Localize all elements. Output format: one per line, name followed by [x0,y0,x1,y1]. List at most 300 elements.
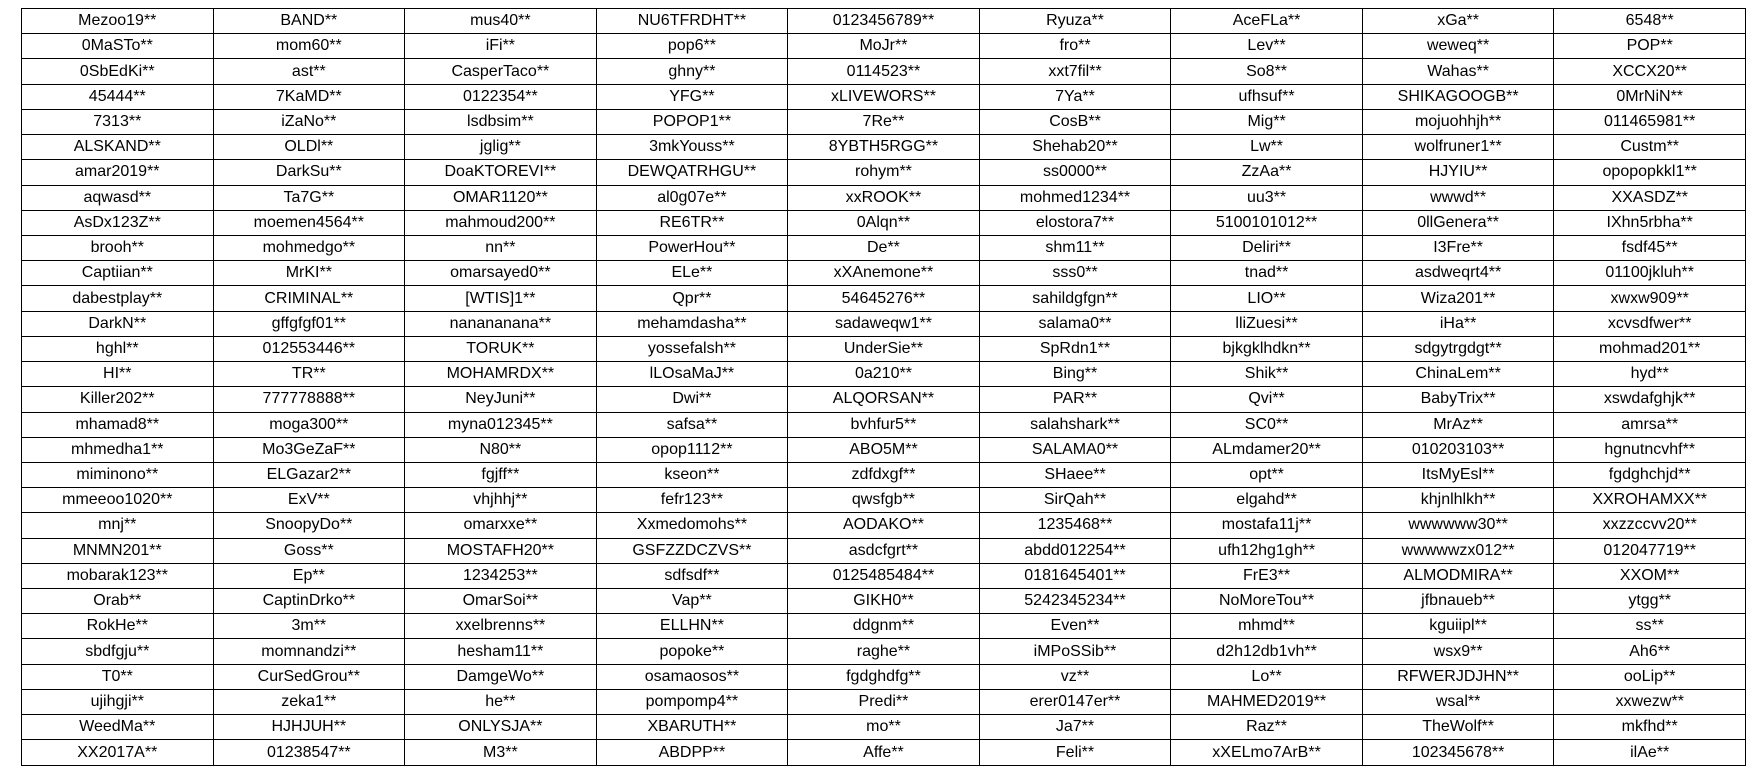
table-cell[interactable]: elostora7** [979,210,1171,235]
table-cell[interactable]: pop6** [596,34,788,59]
table-cell[interactable]: 012553446** [213,336,405,361]
table-cell[interactable]: GIKH0** [788,589,980,614]
table-cell[interactable]: ChinaLem** [1362,362,1554,387]
table-cell[interactable]: opt** [1171,462,1363,487]
table-cell[interactable]: tnad** [1171,261,1363,286]
table-cell[interactable]: MNMN201** [22,538,214,563]
table-cell[interactable]: Vap** [596,589,788,614]
table-cell[interactable]: vhjhhj** [405,488,597,513]
table-cell[interactable]: CasperTaco** [405,59,597,84]
table-cell[interactable]: Custm** [1554,135,1746,160]
table-cell[interactable]: 6548** [1554,9,1746,34]
table-cell[interactable]: ddgnm** [788,614,980,639]
table-cell[interactable]: myna012345** [405,412,597,437]
table-cell[interactable]: sdgytrgdgt** [1362,336,1554,361]
table-cell[interactable]: 012047719** [1554,538,1746,563]
table-cell[interactable]: MrKI** [213,261,405,286]
table-cell[interactable]: wsal** [1362,689,1554,714]
table-cell[interactable]: fsdf45** [1554,235,1746,260]
table-cell[interactable]: wsx9** [1362,639,1554,664]
table-row [22,538,1746,563]
table-cell[interactable]: ss** [1554,614,1746,639]
table-cell[interactable]: SpRdn1** [979,336,1171,361]
table-cell[interactable]: XXASDZ** [1554,185,1746,210]
table-cell[interactable]: DoaKTOREVI** [405,160,597,185]
table-cell[interactable]: ABDPP** [596,740,788,766]
table-cell[interactable]: nanananana** [405,311,597,336]
table-cell[interactable]: gffgfgf01** [213,311,405,336]
table-cell[interactable]: 0llGenera** [1362,210,1554,235]
table-cell[interactable]: 0181645401** [979,563,1171,588]
table-cell[interactable]: ExV** [213,488,405,513]
table-cell[interactable]: [WTIS]1** [405,286,597,311]
table-cell[interactable]: sdfsdf** [596,563,788,588]
table-cell[interactable]: hesham11** [405,639,597,664]
table-cell[interactable]: 0122354** [405,84,597,109]
table-cell[interactable]: 011465981** [1554,109,1746,134]
table-cell[interactable]: hyd** [1554,362,1746,387]
table-row [22,109,1746,134]
table-cell[interactable]: So8** [1171,59,1363,84]
table-cell[interactable]: Lo** [1171,664,1363,689]
table-cell[interactable]: d2h12db1vh** [1171,639,1363,664]
table-cell[interactable]: MOSTAFH20** [405,538,597,563]
table-cell[interactable]: popoke** [596,639,788,664]
table-cell[interactable]: he** [405,689,597,714]
table-cell[interactable]: 7Re** [788,109,980,134]
table-cell[interactable]: Shehab20** [979,135,1171,160]
table-row [22,210,1746,235]
table-cell[interactable]: LIO** [1171,286,1363,311]
table-cell[interactable]: xxelbrenns** [405,614,597,639]
table-cell[interactable]: uu3** [1171,185,1363,210]
table-row [22,336,1746,361]
table-row [22,311,1746,336]
table-cell[interactable]: xcvsdfwer** [1554,311,1746,336]
table-cell[interactable]: mobarak123** [22,563,214,588]
table-cell[interactable]: Lev** [1171,34,1363,59]
table-row [22,9,1746,34]
table-cell[interactable]: SC0** [1171,412,1363,437]
table-cell[interactable]: DamgeWo** [405,664,597,689]
table-cell[interactable]: rohym** [788,160,980,185]
table-cell[interactable]: SHIKAGOOGB** [1362,84,1554,109]
table-cell[interactable]: fgdghchjd** [1554,462,1746,487]
table-cell[interactable]: 7Ya** [979,84,1171,109]
table-cell[interactable]: wolfruner1** [1362,135,1554,160]
table-cell[interactable]: XXOM** [1554,563,1746,588]
table-cell[interactable]: xXELmo7ArB** [1171,740,1363,766]
table-cell[interactable]: ufhsuf** [1171,84,1363,109]
table-cell[interactable]: DarkSu** [213,160,405,185]
table-cell[interactable]: mhmedha1** [22,437,214,462]
table-cell[interactable]: 777778888** [213,387,405,412]
table-cell[interactable]: ytgg** [1554,589,1746,614]
table-row [22,462,1746,487]
table-cell[interactable]: ALMODMIRA** [1362,563,1554,588]
table-cell[interactable]: 1235468** [979,513,1171,538]
table-cell[interactable]: ABO5M** [788,437,980,462]
table-row [22,185,1746,210]
table-cell[interactable]: ELGazar2** [213,462,405,487]
table-cell[interactable]: mojuohhjh** [1362,109,1554,134]
table-cell[interactable]: SirQah** [979,488,1171,513]
table-cell[interactable]: Ep** [213,563,405,588]
table-cell[interactable]: zeka1** [213,689,405,714]
table-cell[interactable]: omarxxe** [405,513,597,538]
table-cell[interactable]: opop1112** [596,437,788,462]
table-cell[interactable]: yossefalsh** [596,336,788,361]
table-cell[interactable]: Deliri** [1171,235,1363,260]
table-cell[interactable]: khjnlhlkh** [1362,488,1554,513]
table-cell[interactable]: POPOP1** [596,109,788,134]
table-cell[interactable]: ALmdamer20** [1171,437,1363,462]
table-cell[interactable]: 0a210** [788,362,980,387]
table-cell[interactable]: TORUK** [405,336,597,361]
table-cell[interactable]: mostafa11j** [1171,513,1363,538]
table-cell[interactable]: OLDl** [213,135,405,160]
table-cell[interactable]: iHa** [1362,311,1554,336]
table-cell[interactable]: aqwasd** [22,185,214,210]
table-cell[interactable]: Goss** [213,538,405,563]
table-cell[interactable]: pompomp4** [596,689,788,714]
table-cell[interactable]: MoJr** [788,34,980,59]
table-cell[interactable]: CosB** [979,109,1171,134]
table-row [22,715,1746,740]
table-cell[interactable]: 0125485484** [788,563,980,588]
table-cell[interactable]: ghny** [596,59,788,84]
table-cell[interactable]: 45444** [22,84,214,109]
table-cell[interactable]: TheWolf** [1362,715,1554,740]
table-cell[interactable]: DEWQATRHGU** [596,160,788,185]
table-row [22,488,1746,513]
table-cell[interactable]: Ja7** [979,715,1171,740]
table-cell[interactable]: bvhfur5** [788,412,980,437]
table-row [22,59,1746,84]
table-cell[interactable]: hghl** [22,336,214,361]
table-cell[interactable]: abdd012254** [979,538,1171,563]
table-cell[interactable]: shm11** [979,235,1171,260]
table-cell[interactable]: AsDx123Z** [22,210,214,235]
table-cell[interactable]: lLOsaMaJ** [596,362,788,387]
table-cell[interactable]: osamaosos** [596,664,788,689]
table-cell[interactable]: PowerHou** [596,235,788,260]
table-cell[interactable]: lliZuesi** [1171,311,1363,336]
table-cell[interactable]: omarsayed0** [405,261,597,286]
table-cell[interactable]: xGa** [1362,9,1554,34]
table-cell[interactable]: xXAnemone** [788,261,980,286]
table-cell[interactable]: ONLYSJA** [405,715,597,740]
table-cell[interactable]: UnderSie** [788,336,980,361]
table-cell[interactable]: iMPoSSib** [979,639,1171,664]
table-cell[interactable]: 0Alqn** [788,210,980,235]
table-cell[interactable]: 7KaMD** [213,84,405,109]
table-cell[interactable]: AceFLa** [1171,9,1363,34]
table-cell[interactable]: OmarSoi** [405,589,597,614]
table-cell[interactable]: qwsfgb** [788,488,980,513]
table-cell[interactable]: T0** [22,664,214,689]
table-cell[interactable]: xwxw909** [1554,286,1746,311]
table-cell[interactable]: zdfdxgf** [788,462,980,487]
table-cell[interactable]: dabestplay** [22,286,214,311]
table-cell[interactable]: 0MrNiN** [1554,84,1746,109]
table-cell[interactable]: kguiipl** [1362,614,1554,639]
table-cell[interactable]: GSFZZDCZVS** [596,538,788,563]
table-cell[interactable]: Qpr** [596,286,788,311]
table-cell[interactable]: CurSedGrou** [213,664,405,689]
table-cell[interactable]: Raz** [1171,715,1363,740]
table-cell[interactable]: 0MaSTo** [22,34,214,59]
table-cell[interactable]: miminono** [22,462,214,487]
table-cell[interactable]: sahildgfgn** [979,286,1171,311]
table-cell[interactable]: 0123456789** [788,9,980,34]
table-cell[interactable]: iZaNo** [213,109,405,134]
table-body [22,9,1746,766]
table-cell[interactable]: ELLHN** [596,614,788,639]
table-cell[interactable]: ast** [213,59,405,84]
table-cell[interactable]: Captiian** [22,261,214,286]
table-row [22,664,1746,689]
table-row [22,362,1746,387]
table-cell[interactable]: CaptinDrko** [213,589,405,614]
table-cell[interactable]: I3Fre** [1362,235,1554,260]
table-cell[interactable]: ufh12hg1gh** [1171,538,1363,563]
table-cell[interactable]: nn** [405,235,597,260]
table-cell[interactable]: amrsa** [1554,412,1746,437]
table-cell[interactable]: fgdghdfg** [788,664,980,689]
table-cell[interactable]: mmeeoo1020** [22,488,214,513]
table-cell[interactable]: 3m** [213,614,405,639]
table-cell[interactable]: 0SbEdKi** [22,59,214,84]
table-cell[interactable]: RFWERJDJHN** [1362,664,1554,689]
table-cell[interactable]: xxwezw** [1554,689,1746,714]
table-cell[interactable]: YFG** [596,84,788,109]
table-row [22,689,1746,714]
table-cell[interactable]: jglig** [405,135,597,160]
table-cell[interactable]: wwwwwzx012** [1362,538,1554,563]
table-cell[interactable]: 3mkYouss** [596,135,788,160]
table-cell[interactable]: Mig** [1171,109,1363,134]
table-cell[interactable]: XCCX20** [1554,59,1746,84]
table-cell[interactable]: vz** [979,664,1171,689]
table-cell[interactable]: lsdbsim** [405,109,597,134]
table-cell[interactable]: PAR** [979,387,1171,412]
table-cell[interactable]: IXhn5rbha** [1554,210,1746,235]
table-cell[interactable]: Feli** [979,740,1171,766]
table-cell[interactable]: Mo3GeZaF** [213,437,405,462]
table-cell[interactable]: sbdfgju** [22,639,214,664]
table-cell[interactable]: 01238547** [213,740,405,766]
table-cell[interactable]: amar2019** [22,160,214,185]
table-cell[interactable]: ItsMyEsl** [1362,462,1554,487]
table-cell[interactable]: 0114523** [788,59,980,84]
table-cell[interactable]: XBARUTH** [596,715,788,740]
table-cell[interactable]: XX2017A** [22,740,214,766]
table-cell[interactable]: Killer202** [22,387,214,412]
table-cell[interactable]: momnandzi** [213,639,405,664]
table-row [22,387,1746,412]
table-cell[interactable]: HJHJUH** [213,715,405,740]
spreadsheet [21,8,1746,766]
table-cell[interactable]: wwwwww30** [1362,513,1554,538]
table-cell[interactable]: ZzAa** [1171,160,1363,185]
table-row [22,84,1746,109]
table-cell[interactable]: 5242345234** [979,589,1171,614]
table-cell[interactable]: 7313** [22,109,214,134]
table-cell[interactable]: elgahd** [1171,488,1363,513]
table-cell[interactable]: kseon** [596,462,788,487]
table-row [22,513,1746,538]
table-cell[interactable]: 1234253** [405,563,597,588]
table-cell[interactable]: mehamdasha** [596,311,788,336]
table-cell[interactable]: Mezoo19** [22,9,214,34]
table-cell[interactable]: Lw** [1171,135,1363,160]
table-cell[interactable]: bjkgklhdkn** [1171,336,1363,361]
table-cell[interactable]: AODAKO** [788,513,980,538]
table-cell[interactable]: 102345678** [1362,740,1554,766]
table-row [22,261,1746,286]
table-cell[interactable]: raghe** [788,639,980,664]
table-cell[interactable]: Even** [979,614,1171,639]
table-cell[interactable]: mohmedgo** [213,235,405,260]
table-cell[interactable]: mus40** [405,9,597,34]
table-cell[interactable]: 8YBTH5RGG** [788,135,980,160]
table-cell[interactable]: mohmad201** [1554,336,1746,361]
table-cell[interactable]: Dwi** [596,387,788,412]
table-cell[interactable]: RE6TR** [596,210,788,235]
username-table [21,8,1746,766]
table-cell[interactable]: safsa** [596,412,788,437]
table-cell[interactable]: ALQORSAN** [788,387,980,412]
table-cell[interactable]: xxzzccvv20** [1554,513,1746,538]
table-cell[interactable]: asdweqrt4** [1362,261,1554,286]
table-cell[interactable]: Wiza201** [1362,286,1554,311]
table-cell[interactable]: mkfhd** [1554,715,1746,740]
table-row [22,437,1746,462]
table-cell[interactable]: fro** [979,34,1171,59]
table-cell[interactable]: xLIVEWORS** [788,84,980,109]
table-cell[interactable]: SHaee** [979,462,1171,487]
table-cell[interactable]: CRIMINAL** [213,286,405,311]
table-cell[interactable]: DarkN** [22,311,214,336]
table-cell[interactable]: RokHe** [22,614,214,639]
table-cell[interactable]: xxt7fil** [979,59,1171,84]
table-cell[interactable]: Ah6** [1554,639,1746,664]
table-cell[interactable]: ELe** [596,261,788,286]
table-cell[interactable]: hgnutncvhf** [1554,437,1746,462]
table-cell[interactable]: OMAR1120** [405,185,597,210]
table-cell[interactable]: ujihgji** [22,689,214,714]
table-row [22,412,1746,437]
table-cell[interactable]: salahshark** [979,412,1171,437]
table-cell[interactable]: BabyTrix** [1362,387,1554,412]
table-cell[interactable]: Orab** [22,589,214,614]
table-cell[interactable]: opopopkkl1** [1554,160,1746,185]
table-cell[interactable]: ilAe** [1554,740,1746,766]
table-cell[interactable]: fefr123** [596,488,788,513]
table-cell[interactable]: MOHAMRDX** [405,362,597,387]
table-cell[interactable]: MrAz** [1362,412,1554,437]
table-cell[interactable]: mnj** [22,513,214,538]
table-row [22,235,1746,260]
table-cell[interactable]: BAND** [213,9,405,34]
table-row [22,740,1746,766]
table-cell[interactable]: mhamad8** [22,412,214,437]
table-cell[interactable]: M3** [405,740,597,766]
table-cell[interactable]: WeedMa** [22,715,214,740]
table-cell[interactable]: sadaweqw1** [788,311,980,336]
table-cell[interactable]: 010203103** [1362,437,1554,462]
table-cell[interactable]: TR** [213,362,405,387]
table-cell[interactable]: xxROOK** [788,185,980,210]
table-cell[interactable]: Qvi** [1171,387,1363,412]
table-row [22,563,1746,588]
table-cell[interactable]: erer0147er** [979,689,1171,714]
table-cell[interactable]: 5100101012** [1171,210,1363,235]
table-cell[interactable]: jfbnaueb** [1362,589,1554,614]
table-cell[interactable]: NeyJuni** [405,387,597,412]
table-row [22,34,1746,59]
table-cell[interactable]: NU6TFRDHT** [596,9,788,34]
table-cell[interactable]: moemen4564** [213,210,405,235]
table-cell[interactable]: XXROHAMXX** [1554,488,1746,513]
table-cell[interactable]: SnoopyDo** [213,513,405,538]
table-cell[interactable]: fgjff** [405,462,597,487]
table-cell[interactable]: Predi** [788,689,980,714]
table-cell[interactable]: sss0** [979,261,1171,286]
table-cell[interactable]: POP** [1554,34,1746,59]
table-cell[interactable]: brooh** [22,235,214,260]
table-cell[interactable]: mhmd** [1171,614,1363,639]
table-cell[interactable]: Affe** [788,740,980,766]
table-cell[interactable]: Xxmedomohs** [596,513,788,538]
table-cell[interactable]: moga300** [213,412,405,437]
table-cell[interactable]: SALAMA0** [979,437,1171,462]
table-cell[interactable]: NoMoreTou** [1171,589,1363,614]
table-cell[interactable]: asdcfgrt** [788,538,980,563]
table-row [22,639,1746,664]
table-cell[interactable]: 01100jkluh** [1554,261,1746,286]
table-cell[interactable]: al0g07e** [596,185,788,210]
table-cell[interactable]: wwwd** [1362,185,1554,210]
table-cell[interactable]: Ryuza** [979,9,1171,34]
table-cell[interactable]: Ta7G** [213,185,405,210]
table-row [22,286,1746,311]
table-cell[interactable]: xswdafghjk** [1554,387,1746,412]
table-cell[interactable]: weweq** [1362,34,1554,59]
table-cell[interactable]: FrE3** [1171,563,1363,588]
table-cell[interactable]: HJYIU** [1362,160,1554,185]
table-cell[interactable]: HI** [22,362,214,387]
table-cell[interactable]: mohmed1234** [979,185,1171,210]
table-cell[interactable]: MAHMED2019** [1171,689,1363,714]
table-cell[interactable]: mahmoud200** [405,210,597,235]
table-cell[interactable]: N80** [405,437,597,462]
table-cell[interactable]: Bing** [979,362,1171,387]
table-row [22,614,1746,639]
table-cell[interactable]: De** [788,235,980,260]
table-cell[interactable]: Shik** [1171,362,1363,387]
table-cell[interactable]: Wahas** [1362,59,1554,84]
table-cell[interactable]: ss0000** [979,160,1171,185]
table-cell[interactable]: salama0** [979,311,1171,336]
table-cell[interactable]: mo** [788,715,980,740]
table-cell[interactable]: iFi** [405,34,597,59]
table-cell[interactable]: 54645276** [788,286,980,311]
table-cell[interactable]: mom60** [213,34,405,59]
table-cell[interactable]: ooLip** [1554,664,1746,689]
table-cell[interactable]: ALSKAND** [22,135,214,160]
